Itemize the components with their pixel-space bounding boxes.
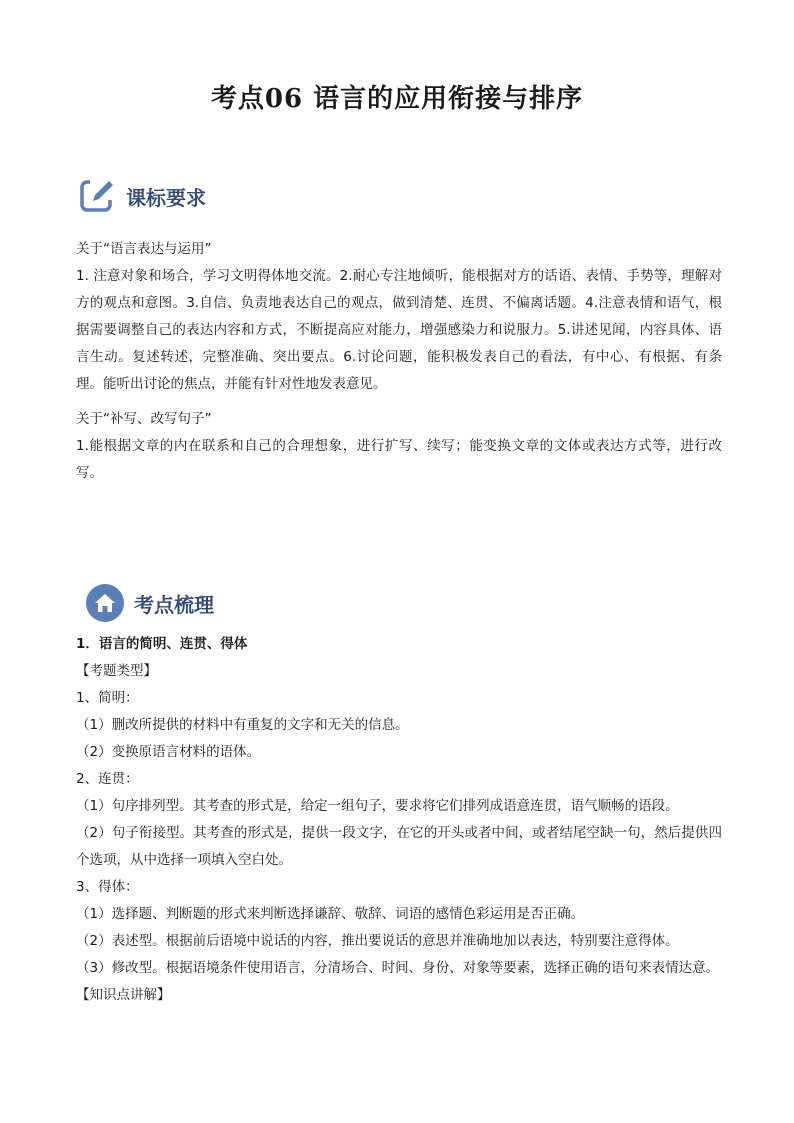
list-item: （2）表述型。根据前后语境中说话的内容，推出要说话的意思并准确地加以表达，特别要注意得体。 bbox=[76, 933, 679, 949]
paragraph: 1.能根据文章的内在联系和自己的合理想象，进行扩写、续写；能变换文章的文体或表达方式等，进行改写。 bbox=[76, 438, 722, 481]
section-heading-label: 考点梳理 bbox=[134, 592, 214, 617]
home-icon bbox=[86, 584, 124, 622]
list-heading: 2、连贯： bbox=[76, 771, 139, 787]
type-label: 【考题类型】 bbox=[76, 663, 157, 679]
edit-icon bbox=[80, 178, 116, 214]
list-item: （1）选择题、判断题的形式来判断选择谦辞、敬辞、词语的感情色彩运用是否正确。 bbox=[76, 906, 585, 922]
sub-label: 关于“补写、改写句子” bbox=[76, 411, 212, 427]
requirements-body bbox=[76, 236, 722, 487]
section-heading-review bbox=[86, 584, 214, 622]
knowledge-label: 【知识点讲解】 bbox=[76, 987, 171, 1003]
point-title: 1．语言的简明、连贯、得体 bbox=[76, 636, 248, 652]
page-title: 考点06 语言的应用衔接与排序 bbox=[210, 84, 584, 114]
list-item: （2）句子衔接型。其考查的形式是，提供一段文字，在它的开头或者中间，或者结尾空缺一句，然后提供四个选项，从中选择一项填入空白处。 bbox=[76, 825, 722, 868]
list-item: （3）修改型。根据语境条件使用语言，分清场合、时间、身份、对象等要素，选择正确的语句来表情达意。 bbox=[76, 960, 720, 976]
list-heading: 1、简明： bbox=[76, 690, 139, 706]
review-body bbox=[76, 631, 722, 1009]
list-heading: 3、得体： bbox=[76, 879, 139, 895]
section-heading-label: 课标要求 bbox=[126, 185, 206, 210]
sub-label: 关于“语言表达与运用” bbox=[76, 241, 212, 257]
section-heading-requirements bbox=[80, 178, 206, 214]
list-item: （1）句序排列型。其考查的形式是，给定一组句子，要求将它们排列成语意连贯，语气顺畅的语段。 bbox=[76, 798, 679, 814]
list-item: （2）变换原语言材料的语体。 bbox=[76, 744, 261, 760]
paragraph: 1. 注意对象和场合，学习文明得体地交流。2.耐心专注地倾听，能根据对方的话语、表情、手势等，理解对方的观点和意图。3.自信、负责地表达自己的观点，做到清楚、连贯、不偏离话题。4.注意表情和语气，根据需要调整自己的表达内容和方式，不断提高应对能力，增强感染力和说服力。5.讲述见闻，内容具体、语言生动。复述转述，完整准确、突出要点。6.讨论问题，能积极发表自己的看法，有中心、有根据、有条理。能听出讨论的焦点，并能有针对性地发表意见。 bbox=[76, 268, 722, 392]
list-item: （1）删改所提供的材料中有重复的文字和无关的信息。 bbox=[76, 717, 409, 733]
